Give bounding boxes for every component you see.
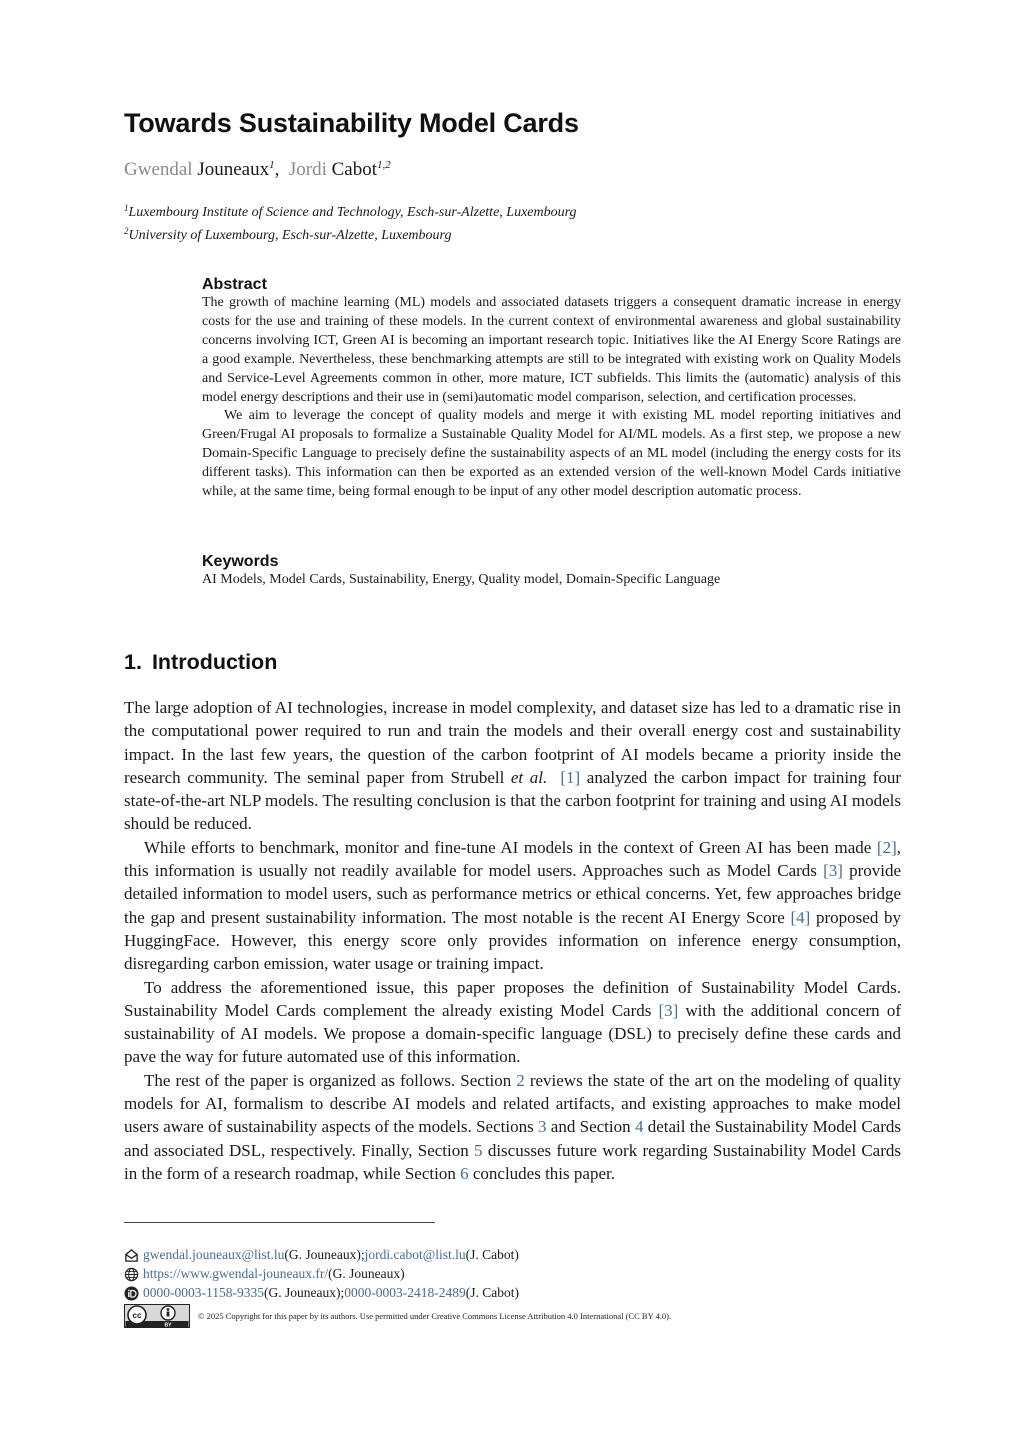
section-link[interactable]: 4 (634, 1117, 644, 1137)
et-al: et al. (510, 767, 548, 787)
author-affil-sup: 1,2 (377, 159, 391, 171)
website-link[interactable]: https://www.gwendal-jouneaux.fr/ (143, 1266, 329, 1281)
paper-title: Towards Sustainability Model Cards (124, 108, 579, 138)
keywords-list: AI Models, Model Cards, Sustainability, Energy, Quality model, Domain-Specific Language (202, 572, 721, 587)
author-family-name: Jouneaux (197, 159, 270, 180)
section-heading (124, 650, 277, 675)
author-list: Gwendal Jouneaux$^1$, Jordi Cabot$^{1,2}$ (124, 159, 391, 180)
body-paragraph: While efforts to benchmark, monitor and fine-tune AI models in the context of Green AI has been made [2], this information is usually not readily available for model users. Approaches such as Model Cards [3] provide detailed information to model users, such as performance metrics or ethical concerns. Yet, few approaches bridge the gap and present sustainability information. The most notable is the recent AI Energy Score [4] proposed by HuggingFace. However, this energy score only provides information on inference energy consumption, disregarding carbon emission, water usage or training impact. (124, 837, 901, 974)
orcid-icon (124, 1286, 139, 1301)
affiliation-1: $^1$Luxembourg Institute of Science and Technology, Esch-sur-Alzette, Luxembourg (124, 203, 577, 220)
abstract-paragraph: We aim to leverage the concept of quality models and merge it with existing ML model reporting initiatives and Green/Frugal AI proposals to formalize a Sustainable Quality Model for AI/ML models. As a first step, we propose a new Domain-Specific Language to precisely define the sustainability aspects of an ML model (including the energy costs for its different tasks). This information can then be exported as an extended version of the well-known Model Cards initiative while, at the same time, being formal enough to be input of any other model description automatic process. (202, 408, 901, 500)
section-body (124, 696, 901, 1185)
abstract (202, 276, 901, 502)
keywords (202, 553, 901, 590)
orcid-link[interactable]: 0000-0003-1158-9335 (143, 1285, 264, 1300)
section-title: Introduction (151, 650, 278, 674)
citation-link[interactable]: [2] (876, 837, 897, 857)
footnote-website: https://www.gwendal-jouneaux.fr/ (G. Jouneaux) (124, 1266, 405, 1282)
paper-page (124, 0, 901, 1448)
email-link[interactable]: gwendal.jouneaux@list.lu (143, 1247, 285, 1262)
section-link[interactable]: 6 (460, 1163, 469, 1183)
author-given-name: Jordi (288, 159, 327, 180)
section-link[interactable]: 2 (516, 1070, 525, 1090)
abstract-paragraph: The growth of machine learning (ML) models and associated datasets triggers a consequent dramatic increase in energy costs for the use and training of these models. In the current context of environmental awareness and global sustainability concerns involving ICT, Green AI is becoming an important research topic. Initiatives like the AI Energy Score Ratings are a good example. Nevertheless, these benchmarking attempts are still to be integrated with existing work on Quality Models and Service-Level Agreements common in other, more mature, ICT subfields. This limits the (automatic) analysis of this model energy descriptions and their use in (semi)automatic model comparison, selection, and certification processes. (202, 295, 901, 405)
email-link[interactable]: jordi.cabot@list.lu (364, 1247, 466, 1262)
section-link[interactable]: 3 (538, 1117, 547, 1137)
section-number: 1. (124, 650, 142, 674)
body-paragraph: The rest of the paper is organized as follows. Section 2 reviews the state of the art on the modeling of quality models for AI, formalism to describe AI models and related artifacts, and existing approaches to make model users aware of sustainability aspects of the models. Sections 3 and Section 4 detail the Sustainability Model Cards and associated DSL, respectively. Finally, Section 5 discusses future work regarding Sustainability Model Cards in the form of a research roadmap, while Section 6 concludes this paper. (124, 1070, 901, 1183)
globe-icon (124, 1267, 139, 1282)
footnote-divider (124, 1222, 435, 1223)
license-row (124, 1304, 671, 1328)
author-affil-sup: 1 (269, 159, 275, 171)
affiliation-2: $^2$University of Luxembourg, Esch-sur-Alzette, Luxembourg (124, 226, 452, 243)
abstract-heading: Abstract (202, 276, 267, 293)
citation-link[interactable]: [3] (823, 861, 843, 881)
envelope-icon (124, 1248, 139, 1263)
section-link[interactable]: 5 (474, 1140, 483, 1160)
cc-badge-label: BY (164, 1322, 172, 1328)
author-family-name: Cabot (331, 159, 377, 180)
body-paragraph: The large adoption of AI technologies, increase in model complexity, and dataset size has led to a dramatic rise in the computational power required to run and train the models and their overall energy cost and sustainability impact. In the last few years, the question of the carbon footprint of AI models became a priority inside the research community. The seminal paper from Strubell et al. [1] analyzed the carbon impact for training four state-of-the-art NLP models. The resulting conclusion is that the carbon footprint for training and using AI models should be reduced. (124, 698, 901, 834)
footnote-orcid: 0000-0003-1158-9335 (G. Jouneaux); 0000-0003-2418-2489 (J. Cabot) (124, 1285, 519, 1301)
keywords-heading: Keywords (202, 553, 279, 570)
cc-by-badge[interactable] (124, 1304, 190, 1328)
orcid-link[interactable]: 0000-0003-2418-2489 (344, 1285, 466, 1300)
footnote-email: gwendal.jouneaux@list.lu (G. Jouneaux); jordi.cabot@list.lu (J. Cabot) (124, 1247, 519, 1263)
citation-link[interactable]: [1] (560, 767, 581, 787)
citation-link[interactable]: [3] (658, 1000, 679, 1020)
copyright-notice: © 2025 Copyright for this paper by its authors. Use permitted under Creative Commons License Attribution 4.0 International (CC BY 4.0). (198, 1311, 672, 1321)
citation-link[interactable]: [4] (790, 907, 811, 927)
body-paragraph: To address the aforementioned issue, this paper proposes the definition of Sustainability Model Cards. Sustainability Model Cards complement the already existing Model Cards [3] with the additional concern of sustainability of AI models. We propose a domain-specific language (DSL) to precisely define these cards and pave the way for future automated use of this information. (124, 977, 901, 1067)
svg-text:cc: cc (132, 1311, 142, 1320)
author-given-name: Gwendal (124, 159, 193, 180)
